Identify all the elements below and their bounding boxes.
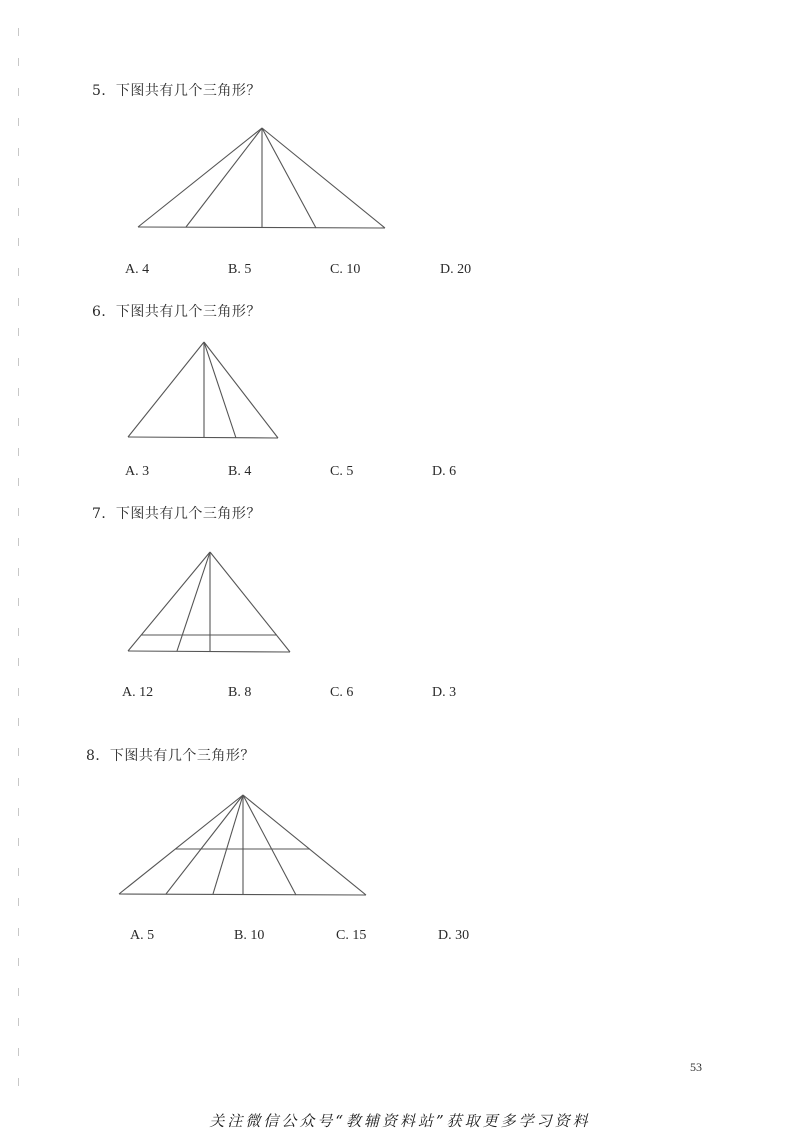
binding-mark (18, 928, 19, 936)
option-d[interactable]: D. 3 (432, 685, 457, 700)
option-b[interactable]: B. 10 (234, 928, 265, 943)
page-number: 53 (690, 1060, 702, 1074)
option-b[interactable]: B. 4 (228, 464, 252, 479)
option-c[interactable]: C. 5 (330, 464, 354, 479)
footer-note: 关注微信公众号“教辅资料站”获取更多学习资料 (209, 1112, 591, 1130)
triangle-edge (119, 894, 366, 895)
option-b[interactable]: B. 8 (228, 685, 252, 700)
option-d[interactable]: D. 20 (440, 262, 472, 277)
option-b[interactable]: B. 5 (228, 262, 252, 277)
triangle-edge (243, 795, 366, 895)
inner-line (166, 795, 243, 894)
question-title: 6．下图共有几个三角形？ (92, 304, 261, 320)
option-a[interactable]: A. 4 (125, 262, 150, 277)
triangle-edge (119, 795, 243, 894)
option-c[interactable]: C. 10 (330, 262, 361, 277)
option-c[interactable]: C. 6 (330, 685, 354, 700)
option-a[interactable]: A. 12 (122, 685, 154, 700)
question-title: 7．下图共有几个三角形？ (92, 506, 261, 522)
option-c[interactable]: C. 15 (336, 928, 367, 943)
option-a[interactable]: A. 5 (130, 928, 155, 943)
question-title: 5．下图共有几个三角形？ (92, 83, 261, 99)
binding-mark (18, 1048, 19, 1056)
option-d[interactable]: D. 30 (438, 928, 470, 943)
option-a[interactable]: A. 3 (125, 464, 150, 479)
binding-mark (18, 1078, 19, 1086)
inner-line (213, 795, 243, 894)
binding-mark (18, 1018, 19, 1026)
option-d[interactable]: D. 6 (432, 464, 457, 479)
inner-line (243, 795, 296, 895)
binding-mark (18, 988, 19, 996)
binding-mark (18, 958, 19, 966)
question-title: 8．下图共有几个三角形？ (86, 748, 255, 764)
